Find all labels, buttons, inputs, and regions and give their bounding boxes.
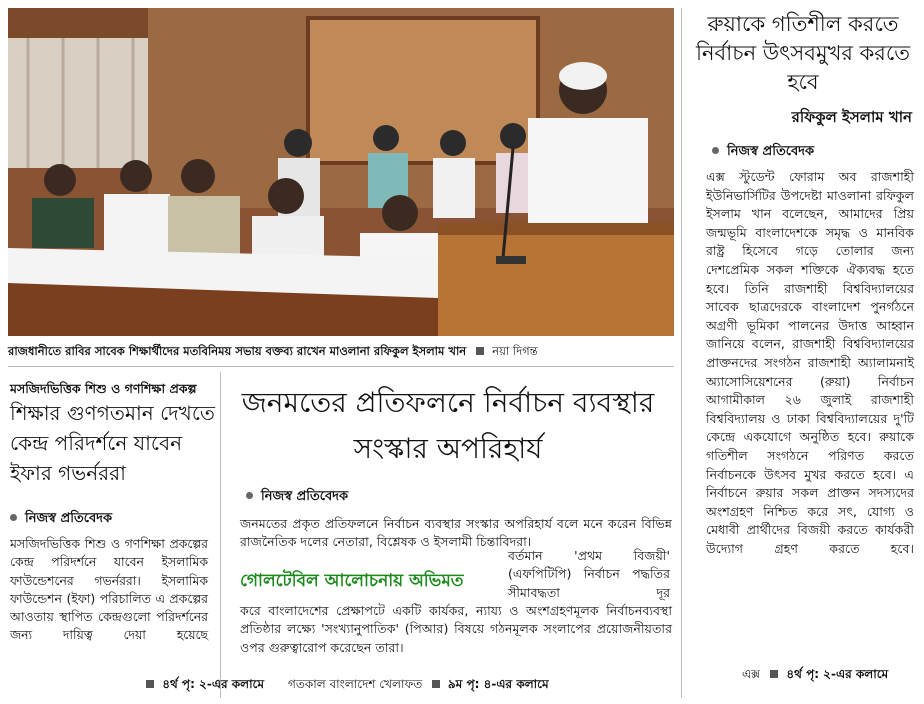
column-divider	[220, 372, 221, 698]
square-bullet-icon	[770, 670, 778, 678]
jump-lead: এক্স	[742, 667, 760, 681]
center-story-side-text: বর্তমান 'প্রথম বিজয়ী' (এফপিটিপি) নির্বাচন পদ্ধতির সীমাবদ্ধতা দূর	[508, 548, 670, 600]
jump-text: ৪র্থ পৃ: ২-এর কলামে	[162, 677, 265, 691]
center-story-body: করে বাংলাদেশের প্রেক্ষাপটে একটি কার্যকর, ন্যায্য ও অংশগ্রহণমূলক নির্বাচনব্যবস্থা প্রতিষ্ঠার লক্ষ্যে 'সংখ্যানুপাতিক' (পিআর) বিষয়ে গঠনমূলক সংলাপের প্রয়োজনীয়তার ওপর গুরুত্বারোপ করেছেন তারা।	[240, 603, 672, 655]
center-story-byline	[246, 487, 348, 508]
column-divider	[681, 8, 682, 698]
right-story-author: রফিকুল ইসলাম খান	[791, 108, 912, 126]
square-bullet-icon	[432, 680, 440, 688]
left-story-byline	[10, 509, 112, 530]
center-story-jump[interactable]	[288, 676, 549, 696]
byline-text: নিজস্ব প্রতিবেদক	[727, 144, 815, 159]
meeting-photo-illustration	[8, 8, 674, 336]
photo-credit: নয়া দিগন্ত	[492, 344, 538, 358]
section-divider	[8, 366, 674, 367]
left-story-kicker: মসজিদভিত্তিক শিশু ও গণশিক্ষা প্রকল্প	[10, 381, 197, 396]
news-photo	[8, 8, 674, 336]
right-story-jump[interactable]	[742, 666, 888, 686]
body-paragraph: এক্স স্টুডেন্ট ফোরাম অব রাজশাহী ইউনিভার্সিটির উপদেষ্টা মাওলানা রফিকুল ইসলাম খান বলেছেন, আমাদের প্রিয় জন্মভূমি বাংলাদেশকে সমৃদ্ধ ও মানবিক রাষ্ট্র হিসেবে গড়ে তোলার জন্য দেশপ্রেমিক সকল শক্তিকে ঐক্যবদ্ধ হতে হবে। তিনি রাজশাহী বিশ্ববিদ্যালয়ের সাবেক ছাত্রদেরকে বাংলাদেশ পুনর্গঠনে অগ্রণী ভূমিকা পালনের উদাত্ত আহ্বান জানিয়ে বলেন, রাজশাহী বিশ্ববিদ্যালয়ের প্রাক্তনদের সংগঠন রাজশাহী অ্যালামনাই অ্যাসোসিয়েশনের (রুয়া) নির্বাচন আগামীকাল ২৬ জুলাই রাজশাহী বিশ্ববিদ্যালয় ও ঢাকা বিশ্ববিদ্যালয়ের দু'টি কেন্দ্রে একযোগে অনুষ্ঠিত হবে। রুয়াকে গতিশীল সংগঠনে পরিণত করতে নির্বাচনকে উৎসব মুখর করতে হবে। এ নির্বাচনে রুয়ার সকল প্রাক্তন সদস্যদের অংশগ্রহণ নিশ্চিত করে সৎ, যোগ্য ও মেধাবী প্রার্থীদের বিজয়ী করতে কার্যকরী উদ্যোগ গ্রহণ করতে হবে।	[706, 169, 914, 556]
bullet-dot-icon	[246, 492, 253, 499]
center-story-subhead: গোলটেবিল আলোচনায় অভিমত	[240, 571, 464, 591]
center-story-headline[interactable]: জনমতের প্রতিফলনে নির্বাচন ব্যবস্থার সংস্কার অপরিহার্য	[241, 386, 655, 465]
right-story-byline	[712, 142, 814, 163]
photo-caption	[8, 341, 674, 361]
body-paragraph: মসজিদভিত্তিক শিশু ও গণশিক্ষা প্রকল্পের কেন্দ্র পরিদর্শনে যাবেন ইসলামিক ফাউন্ডেশনের গভর্নররা। ইসলামিক ফাউন্ডেশন (ইফা) পরিচালিত এ প্রকল্পের আওতায় স্থাপিত কেন্দ্রগুলো পরিদর্শনের জন্য দায়িত্ব দেয়া হয়েছে	[10, 536, 208, 643]
square-bullet-icon	[476, 347, 484, 355]
bullet-dot-icon	[712, 147, 719, 154]
square-bullet-icon	[146, 680, 154, 688]
jump-lead: গতকাল বাংলাদেশ খেলাফত	[288, 677, 423, 691]
byline-text: নিজস্ব প্রতিবেদক	[261, 489, 349, 504]
left-story-body	[10, 535, 208, 645]
left-story-headline[interactable]: শিক্ষার গুণগতমান দেখতে কেন্দ্র পরিদর্শনে যাবেন ইফার গভর্নররা	[10, 401, 215, 485]
right-story-body	[706, 168, 914, 558]
left-story-jump[interactable]	[140, 676, 264, 696]
center-story-lead: জনমতের প্রকৃত প্রতিফলনে নির্বাচন ব্যবস্থার সংস্কার অপরিহার্য বলে মনে করেন বিভিন্ন রাজনৈতিক দলের নেতারা, বিশ্লেষক ও ইসলামী চিন্তাবিদরা।	[240, 516, 672, 550]
bullet-dot-icon	[10, 514, 17, 521]
caption-text: রাজধানীতে রাবির সাবেক শিক্ষার্থীদের মতবিনিময় সভায় বক্তব্য রাখেন মাওলানা রফিকুল ইসলাম খান	[8, 344, 467, 358]
right-story-headline[interactable]: রুয়াকে গতিশীল করতে নির্বাচন উৎসবমুখর করতে হবে	[695, 12, 911, 94]
byline-text: নিজস্ব প্রতিবেদক	[25, 511, 113, 526]
jump-text: ৪র্থ পৃ: ২-এর কলামে	[786, 667, 889, 681]
jump-text: ৯ম পৃ: ৪-এর কলামে	[447, 677, 549, 691]
